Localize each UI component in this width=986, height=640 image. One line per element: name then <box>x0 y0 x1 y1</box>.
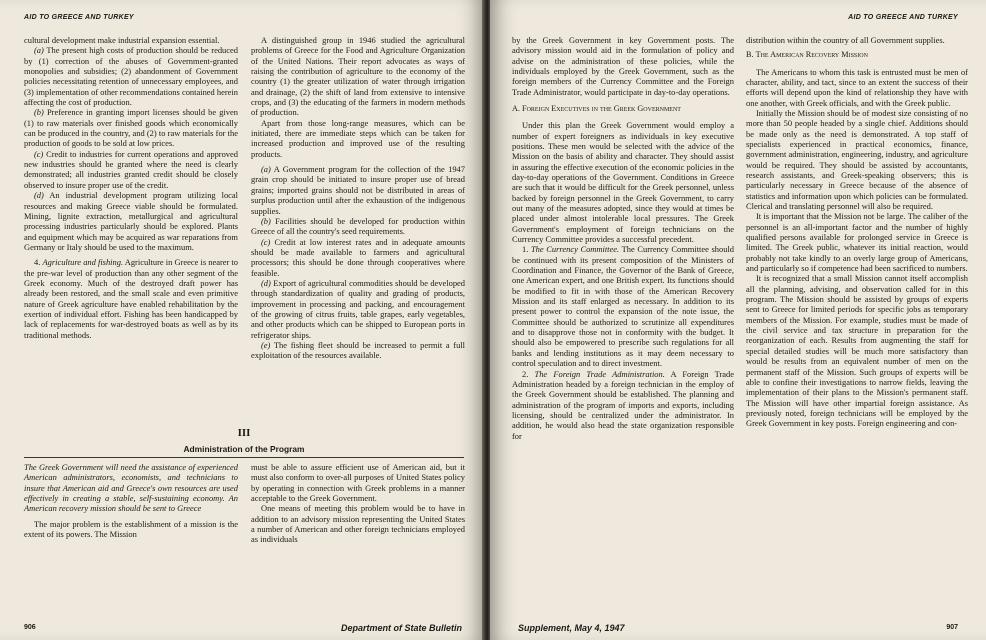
right-column-1 <box>512 35 734 441</box>
paragraph-text: The fishing fleet should be increased to permit a full exploitation of the resources available. <box>251 339 465 361</box>
right-column-2 <box>746 35 968 429</box>
item-title: The Foreign Trade Administration. <box>534 368 665 379</box>
item-label: (b) <box>261 215 271 226</box>
subsection-heading <box>746 50 968 60</box>
paragraph-text: Credit at low interest rates and in adequate amounts should be made available to farmers and agricultural processors; this should be done through cooperatives where feasible. <box>251 236 465 278</box>
paragraph <box>251 237 465 278</box>
right-page <box>490 0 986 640</box>
item-title: The Currency Committee. <box>530 244 620 255</box>
paragraph <box>24 190 238 252</box>
paragraph: Apart from those long-range measures, which can be initiated, there are immediate steps which can be taken for increased production and improved use of the resulting products. <box>251 117 465 159</box>
left-column-4 <box>251 462 465 545</box>
item-number: 4. <box>34 257 43 268</box>
paragraph <box>24 257 238 340</box>
section-number: III <box>237 427 251 439</box>
paragraph: The major problem is the establishment of a mission is the extent of its powers. The Mission <box>24 518 238 540</box>
paragraph-text: Facilities should be developed for production within Greece of all the country's seed requirements. <box>251 215 465 237</box>
item-number: 1. <box>522 244 531 255</box>
paragraph-text: Agriculture in Greece is nearer to the pre-war level of production than any other segment of the Greek economy. Much of the destroyed draft power has already been restored, and the small scale and even primitive nature of Greek agriculture have enabled rehabilitation by the exertion of individual effort. Fishing has been handicapped by lack of replacements for war-destroyed boats as well as by its traditional methods. <box>24 257 238 340</box>
left-column-1 <box>24 35 238 340</box>
paragraph-text: An industrial development program utilizing local resources and making Greece viable should be formulated. Mining, lignite extraction, metallurgical and agricultural processing industries particularly should be explored. Plants and equipment which may be acquired as war reparations from Germany or Italy should be used to the maximum. <box>24 190 238 252</box>
running-head: AID TO GREECE AND TURKEY <box>848 14 958 21</box>
left-column-3 <box>24 462 238 539</box>
item-number: 2. <box>522 368 535 379</box>
item-label: (c) <box>34 148 44 159</box>
paragraph <box>24 45 238 107</box>
heading-label: A. <box>512 104 523 114</box>
paragraph: Under this plan the Greek Government would employ a number of expert foreigners as individuals in key executive positions. These men would be selected with the advice of the Mission on the basis of ability and character. They should assist in assuring the effective execution of the economic policies in the day-to-day operations of the Government. Conditions in Greece are such that it would be difficult for the Greek personnel, unless backed by foreign personnel in the Greek Government, to carry out many of the measures adopted, since they would at times be placed under almost intolerable local pressures. The Greek Government's employment of foreign technicians on the Currency Committee provides a successful precedent. <box>512 120 734 245</box>
paragraph <box>512 369 734 441</box>
paragraph: by the Greek Government in key Government posts. The advisory mission would aid in the formulation of policy and advise on the administration of these policies, while the individuals employed by the Greek Government, such as the foreign members of the Currency Committee and the Foreign Trade Administrator, would participate in day-to-day operations. <box>512 35 734 97</box>
paragraph-text: Preference in granting import licenses should be given (1) to raw materials over finished goods which economically can be produced in the country, and (2) to raw materials for the production of goods to be sold at low prices. <box>24 107 238 149</box>
running-head: AID TO GREECE AND TURKEY <box>24 14 134 21</box>
left-column-2 <box>251 35 465 361</box>
item-label: (e) <box>261 339 271 350</box>
left-page <box>0 0 484 640</box>
subsection-heading <box>512 104 734 114</box>
item-label: (a) <box>34 45 44 56</box>
paragraph-text: A Foreign Trade Administration headed by a foreign technician in the employ of the Greek Government should be established. The planning and administration of the program of imports and exports, including licensing, should be centralized under the administrator. In addition, he would also head the state organization responsible for <box>512 368 734 441</box>
item-label: (c) <box>261 236 271 247</box>
heading-text: The American Recovery Mission <box>755 50 868 60</box>
paragraph <box>24 149 238 190</box>
paragraph: The Americans to whom this task is entrusted must be men of character, ability, and tact, since to an extent the success of their efforts will depend upon the kind of relationship they have with one another, with Greek officials, and with the Greek public. <box>746 66 968 108</box>
paragraph: It is important that the Mission not be large. The caliber of the personnel is an all-important factor and the number of highly qualified persons available for prolonged service in Greece is limited. The Greek public, whatever its initial reaction, would probably not take kindly to an overly large group of Americans, and particularly so if competence had been sacrificed to numbers. <box>746 211 968 274</box>
item-label: (d) <box>34 190 44 201</box>
paragraph-text: The Currency Committee should be continued with its present composition of the Ministers of Coordination and Finance, the Governor of the Bank of Greece, one American expert, and one British expert. Its functions should be modified to fit in with those of the American Recovery Mission and its staff enlarged as necessary. In addition to its present power to control the expansion of the note issue, the Committee should be authorized to scrutinize all expenditures and to disapprove those not in conformity with the budget. It should also be empowered to prescribe such regulations for all banks and lending institutions as it may deem necessary to control speculation and to direct investment. <box>512 244 735 369</box>
page-number: 906 <box>24 624 36 631</box>
item-label: (b) <box>34 107 44 118</box>
paragraph <box>251 216 465 237</box>
paragraph: It is recognized that a small Mission cannot itself accomplish all the planning, advising, and observation called for in this program. The Mission should be assisted by groups of experts sent to Greece for limited periods for specific jobs as temporary members of the Mission. For example, studies must be made of the civil service and tax structure in preparation for the reorganization of each. Results from augmenting the staff for special detailed studies will be much more satisfactory than would be results from an equivalent number of men on the permanent staff of the Mission. Such groups of experts will be able to confine their investigations to narrow fields, leaving the implementation of their plans to the Mission's permanent staff. The Mission will have other impartial foreign assistance. As previously noted, foreign technicians will be employed by the Greek Government in key posts. Foreign engineering and con- <box>746 273 968 429</box>
paragraph-text: Credit to industries for current operations and approved new industries should be granted where the need is clearly demonstrated; all industries granted credit should be closely observed to insure proper use of the credit. <box>24 148 238 190</box>
item-label: (a) <box>261 164 271 175</box>
paragraph: One means of meeting this problem would be to have in addition to an advisory mission representing the United States a number of American and other foreign technicians employed as individuals <box>251 503 465 545</box>
section-title: Administration of the Program <box>183 444 305 454</box>
paragraph <box>251 278 465 340</box>
item-label: (d) <box>261 277 271 288</box>
paragraph <box>512 244 734 368</box>
paragraph: distribution within the country of all Government supplies. <box>746 35 945 45</box>
heading-label: B. <box>746 50 756 60</box>
item-title: Agriculture and fishing. <box>42 257 124 268</box>
paragraph <box>251 340 465 361</box>
paragraph: A distinguished group in 1946 studied the agricultural problems of Greece for the Food and Agriculture Organization of the United Nations. Their report advocates as ways of raising the contribution of agriculture to the economy of the country (1) the greater utilization of water through irrigation and drainage, (2) the shift of land from extensive to intensive crops, and (3) the educating of the farmers in modern methods of production. <box>251 35 465 118</box>
section-rule <box>24 457 464 458</box>
section-summary: The Greek Government will need the assistance of experienced American administrators, economists, and technicians to insure that American aid and Greece's own resources are used effectively in creating a stable, self-sustaining economy. An American recovery mission should be sent to Greece <box>24 462 238 514</box>
paragraph: Initially the Mission should be of modest size consisting of no more than 50 people headed by a single chief. Additions should be made only as the need is demonstrated. A top staff of specialists experienced in practical economics, finance, government administration, engineering, industry, and agriculture would be required. They should be assisted by accountants, research assistants, and Greek-speaking observers; this is particularly necessary in Greece because of the absence of statistics and information upon which policies can be formulated. Clerical and translating personnel will also be required. <box>746 107 968 212</box>
heading-text: Foreign Executives in the Greek Government <box>522 104 681 114</box>
paragraph-text: A Government program for the collection of the 1947 grain crop should be initiated to insure proper use of bread grains; imported grains should not be distributed in areas of surplus production until after the exhaustion of the indigenous supplies. <box>251 164 465 216</box>
paragraph <box>251 164 465 216</box>
paragraph-text: Export of agricultural commodities should be developed through standardization of quality and grading of products, improvement in processing and packing, and encouragement of the growing of citrus fruits, table grapes, early vegetables, and other products which can be shipped to European ports in refrigerator ships. <box>251 277 465 340</box>
paragraph-text: The present high costs of production should be reduced by (1) correction of the abuses of Government-granted monopolies and subsidies; (2) abandonment of Government policies necessitating retention of unnecessary employees, and (3) implementation of other recommendations contained herein affecting the cost of production. <box>24 45 238 108</box>
publication-title: Department of State Bulletin <box>340 623 462 633</box>
paragraph: must be able to assure efficient use of American aid, but it must also conform to over-all purposes of United States policy by operating in connection with Greek problems in a manner acceptable to the Greek Government. <box>251 462 465 504</box>
publication-title: Supplement, May 4, 1947 <box>518 623 625 633</box>
paragraph: cultural development make industrial expansion essential. <box>24 35 220 45</box>
page-number: 907 <box>946 624 958 631</box>
paragraph <box>24 107 238 148</box>
